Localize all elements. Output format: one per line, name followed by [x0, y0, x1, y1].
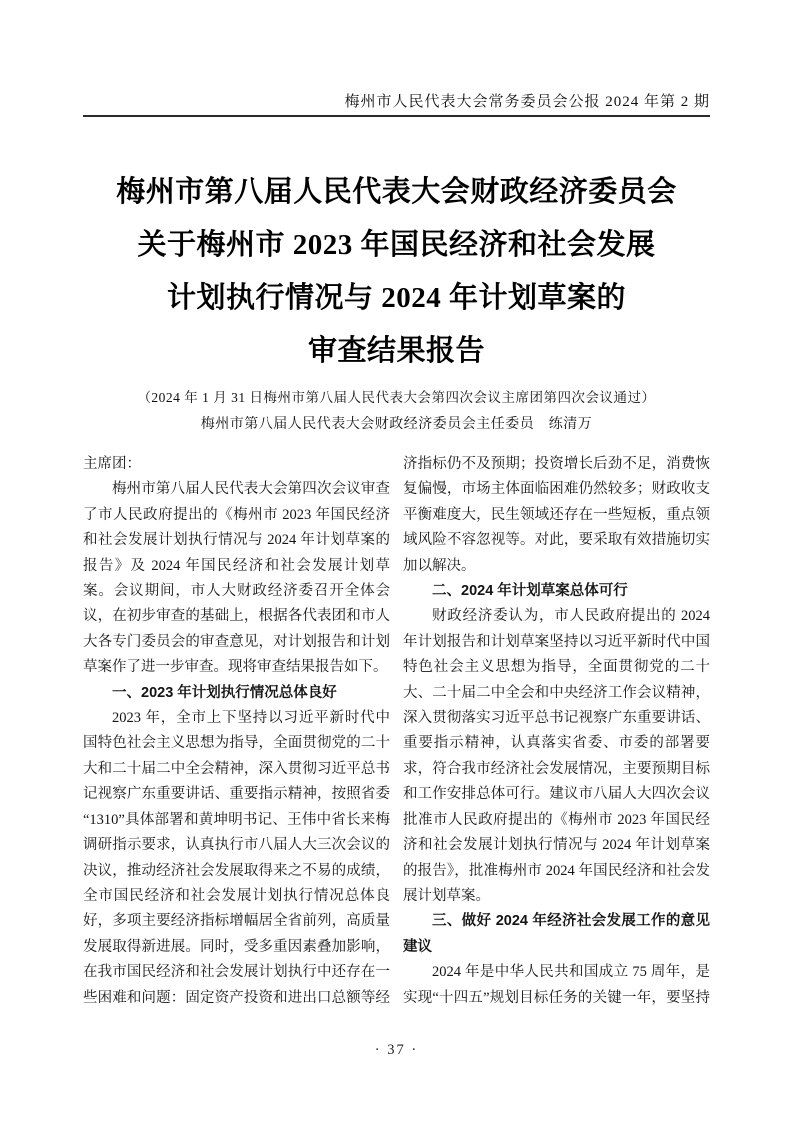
content-area [83, 0, 710, 1122]
title-line-4: 审查结果报告 [307, 335, 485, 367]
section-heading-3: 三、做好 2024 年经济社会发展工作的意见建议 [403, 913, 710, 955]
right-column [403, 452, 710, 1011]
paragraph-section3: 2024 年是中华人民共和国成立 75 周年，是实现“十四五”规划目标任务的关键一年，要坚持 [403, 964, 710, 1006]
title-line-2: 关于梅州市 2023 年国民经济和社会发展 [137, 229, 656, 261]
left-column [83, 452, 390, 1011]
section-heading-1: 一、2023 年计划执行情况总体良好 [112, 684, 337, 701]
paragraph-section2: 财政经济委认为，市人民政府提出的 2024 年计划报告和计划草案坚持以习近平新时代中国特色社会主义思想为指导，全面贯彻党的二十大、二十届二中全会和中央经济工作会议精神，深入贯彻落实习近平总书记视察广东重要讲话、重要指示精神，认真落实省委、市委的部署要求，符合我市经济社会发展情况，主要预期目标和工作安排总体可行。建议市八届人大四次会议批准市人民政府提出的《梅州市 2023 年国民经济和社会发展计划执行情况与 2024 年计划草案的报告》，批准梅州市 2024 年国民经济和社会发展计划草案。 [403, 608, 710, 904]
title-line-1: 梅州市第八届人民代表大会财政经济委员会 [116, 176, 677, 208]
header-rule [83, 115, 710, 117]
presenter-line: 梅州市第八届人民代表大会财政经济委员会主任委员 练清万 [200, 417, 593, 432]
section-heading-2: 二、2024 年计划草案总体可行 [432, 583, 628, 600]
paragraph-section1-continued: 济指标仍不及预期；投资增长后劲不足，消费恢复偏慢，市场主体面临困难仍然较多；财政收支平衡难度大，民生领域还存在一些短板，重点领域风险不容忽视等。对此，要采取有效措施切实加以解决。 [403, 456, 710, 574]
paragraph-intro: 梅州市第八届人民代表大会第四次会议审查了市人民政府提出的《梅州市 2023 年国民经济和社会发展计划执行情况与 2024 年计划草案的报告》及 2024 年国民经济和社会发展计划草案。会议期间，市人大财政经济委召开全体会议，在初步审查的基础上，根据各代表团和市人大各专门委员会的审查意见，对计划报告和计划草案作了进一步审查。现将审查结果报告如下。 [83, 481, 390, 676]
journal-header: 梅州市人民代表大会常务委员会公报 2024 年第 2 期 [344, 94, 710, 110]
title-line-3: 计划执行情况与 2024 年计划草案的 [166, 282, 626, 314]
body-columns [83, 452, 710, 1011]
approval-note: （2024 年 1 月 31 日梅州市第八届人民代表大会第四次会议主席团第四次会议通过） [137, 390, 656, 405]
salutation: 主席团： [83, 456, 141, 472]
document-title [83, 166, 710, 378]
page-number: · 37 · [374, 1042, 419, 1058]
paragraph-section1: 2023 年，全市上下坚持以习近平新时代中国特色社会主义思想为指导，全面贯彻党的二十大和二十届二中全会精神，深入贯彻习近平总书记视察广东重要讲话、重要指示精神，按照省委“1310”具体部署和黄坤明书记、王伟中省长来梅调研指示要求，认真执行市八届人大三次会议的决议，推动经济社会发展取得来之不易的成绩，全市国民经济和社会发展计划执行情况总体良好，多项主要经济指标增幅居全省前列，高质量发展取得新进展。同时，受多重因素叠加影响，在我市国民经济和社会发展计划执行中还存在一些困难和问题：固定资产投资和进出口总额等经 [83, 710, 390, 1006]
